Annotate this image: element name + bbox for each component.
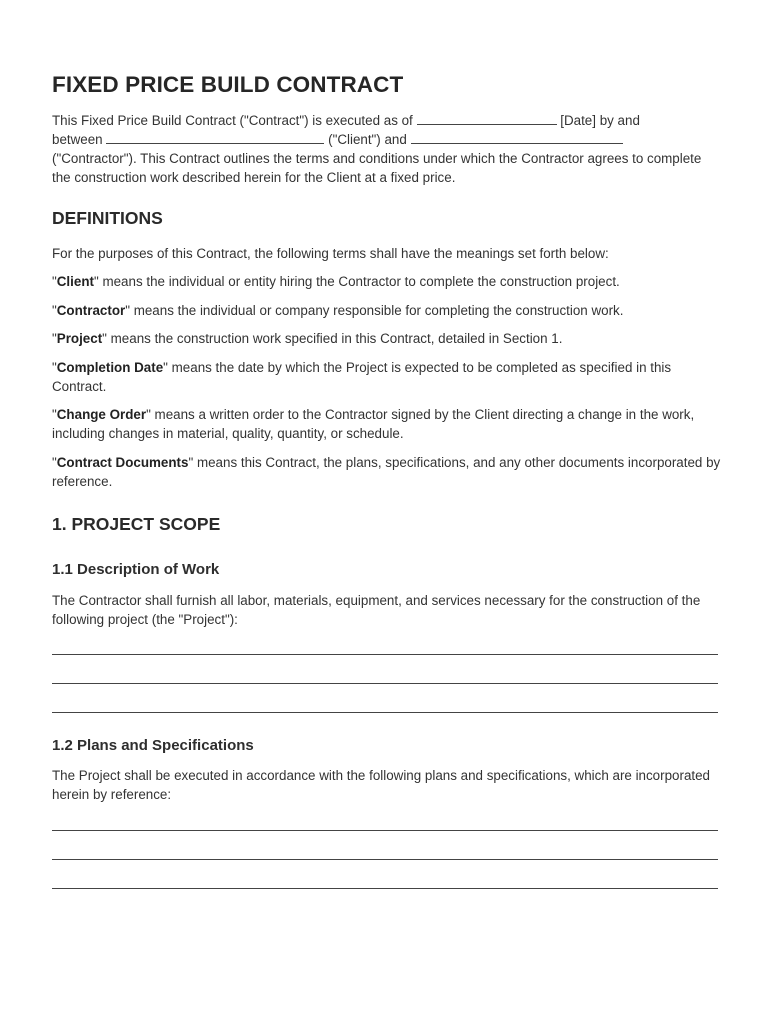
definition-completion-date: "Completion Date" means the date by which the Project is expected to be completed as specified in this Contract.	[52, 360, 672, 394]
definition-project: "Project" means the construction work specified in this Contract, detailed in Section 1.	[52, 331, 563, 346]
intro-text-3: between	[52, 132, 103, 147]
definitions-lead: For the purposes of this Contract, the following terms shall have the meanings set forth below:	[52, 246, 609, 261]
plans-specifications-heading: 1.2 Plans and Specifications	[52, 737, 254, 754]
plans-line-1[interactable]	[52, 830, 718, 831]
contractor-name-blank[interactable]	[411, 131, 623, 144]
definition-text: means the date by which the Project is expected to be completed as specified in this Contract.	[52, 360, 672, 394]
intro-text-5: ("Contractor"). This Contract outlines the terms and conditions under which the Contractor agrees to complete the construction work described herein for the Client at a fixed price.	[52, 151, 702, 185]
definition-text: means the construction work specified in this Contract, detailed in Section 1.	[106, 331, 563, 346]
intro-text-2: [Date] by and	[560, 113, 640, 128]
definition-term: Completion Date	[56, 360, 164, 375]
plans-specifications-text: The Project shall be executed in accordance with the following plans and specifications, which are incorporated herein by reference:	[52, 768, 711, 802]
definition-term: Contractor	[56, 303, 126, 318]
plans-line-2[interactable]	[52, 859, 718, 860]
document-title: FIXED PRICE BUILD CONTRACT	[52, 72, 404, 97]
description-of-work-text: The Contractor shall furnish all labor, materials, equipment, and services necessary for the construction of the following project (the "Project"):	[52, 593, 701, 627]
definition-text: means the individual or company responsible for completing the construction work.	[129, 303, 624, 318]
project-description-line-2[interactable]	[52, 683, 718, 684]
project-scope-heading: 1. PROJECT SCOPE	[52, 514, 221, 534]
definitions-heading: DEFINITIONS	[52, 208, 163, 228]
plans-line-3[interactable]	[52, 888, 718, 889]
definition-change-order: "Change Order" means a written order to the Contractor signed by the Client directing a change in the work, including changes in material, quality, quantity, or schedule.	[52, 407, 695, 441]
definition-term: Project	[56, 331, 103, 346]
project-description-line-3[interactable]	[52, 712, 718, 713]
definition-contractor: "Contractor" means the individual or company responsible for completing the construction work.	[52, 303, 624, 318]
definition-contract-documents: "Contract Documents" means this Contract, the plans, specifications, and any other documents incorporated by reference.	[52, 455, 721, 489]
definition-term: Change Order	[56, 407, 147, 422]
intro-text-1: This Fixed Price Build Contract ("Contract") is executed as of	[52, 113, 413, 128]
definition-term: Client	[56, 274, 94, 289]
definition-text: means a written order to the Contractor signed by the Client directing a change in the work, including changes in material, quality, quantity, or schedule.	[52, 407, 695, 441]
intro-paragraph	[52, 111, 722, 187]
definition-term: Contract Documents	[56, 455, 189, 470]
definition-text: means this Contract, the plans, specifications, and any other documents incorporated by reference.	[52, 455, 721, 489]
date-blank[interactable]	[417, 112, 557, 125]
client-name-blank[interactable]	[106, 131, 324, 144]
definition-text: means the individual or entity hiring the Contractor to complete the construction project.	[98, 274, 620, 289]
definition-client: "Client" means the individual or entity hiring the Contractor to complete the construction project.	[52, 274, 620, 289]
project-description-line-1[interactable]	[52, 654, 718, 655]
intro-text-4: ("Client") and	[328, 132, 407, 147]
description-of-work-heading: 1.1 Description of Work	[52, 561, 220, 578]
